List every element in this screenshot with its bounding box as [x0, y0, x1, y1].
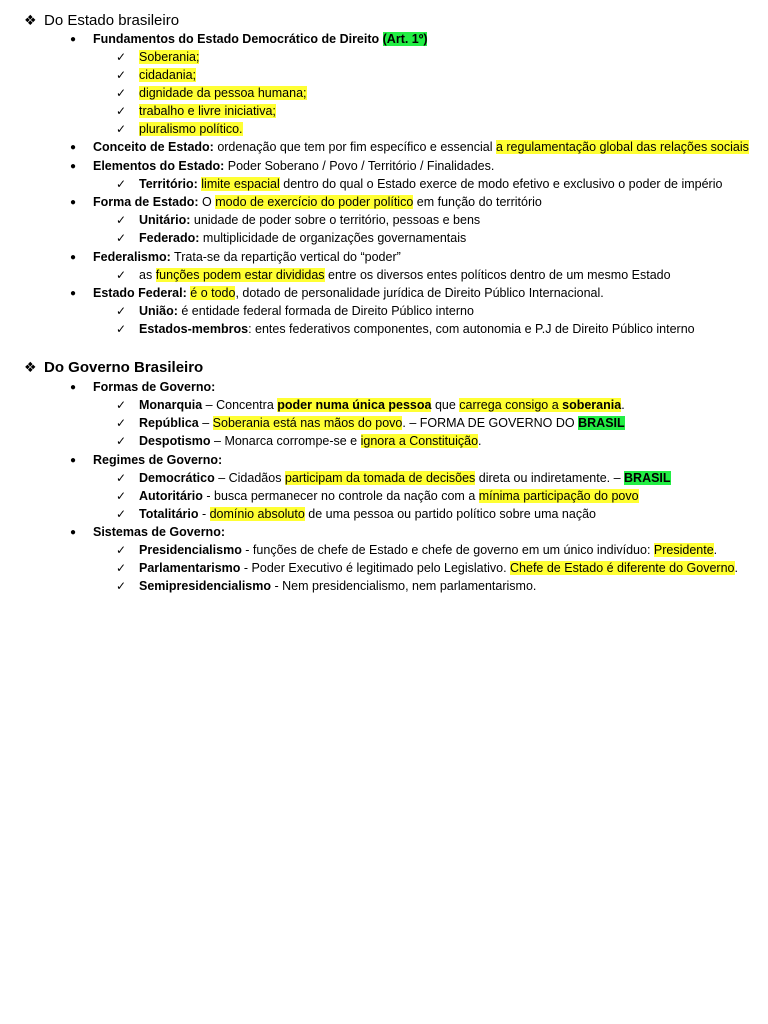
check-icon: ✓: [116, 416, 127, 430]
list-item-regimes: ● Regimes de Governo:: [70, 451, 222, 469]
check-icon: ✓: [116, 213, 127, 227]
section-heading-governo: [24, 357, 203, 377]
check-icon: ✓: [116, 471, 127, 485]
list-item-parlamentarismo: ✓ Parlamentarismo - Poder Executivo é legitimado pelo Legislativo. Chefe de Estado é diferente do Governo.: [116, 561, 738, 575]
check-icon: ✓: [116, 579, 127, 593]
list-item-republica: ✓ República – Soberania está nas mãos do povo. – FORMA DE GOVERNO DO BRASIL: [116, 416, 625, 430]
check-icon: ✓: [116, 104, 127, 118]
section-title: Do Estado brasileiro: [44, 12, 180, 29]
diamond-bullet-icon: ❖: [24, 359, 37, 375]
list-item-elementos: ● Elementos do Estado: Poder Soberano / Povo / Território / Finalidades.: [70, 157, 494, 175]
check-icon: ✓: [116, 561, 127, 575]
list-item-sistemas: ● Sistemas de Governo:: [70, 523, 225, 541]
check-icon: ✓: [116, 398, 127, 412]
check-icon: ✓: [116, 489, 127, 503]
list-item-estado-federal: ● Estado Federal: é o todo, dotado de personalidade jurídica de Direito Público Internacional.: [70, 284, 604, 302]
dot-bullet-icon: ●: [70, 142, 77, 153]
dot-bullet-icon: ●: [70, 161, 77, 172]
dot-bullet-icon: ●: [70, 288, 77, 299]
dot-bullet-icon: ●: [70, 455, 77, 466]
list-item-formas: ● Formas de Governo:: [70, 378, 215, 396]
list-item-autoritario: ✓ Autoritário - busca permanecer no controle da nação com a mínima participação do povo: [116, 489, 639, 503]
check-icon: ✓: [116, 86, 127, 100]
list-item: ✓ pluralismo político.: [116, 122, 243, 136]
list-item-forma: ● Forma de Estado: O modo de exercício do poder político em função do território: [70, 193, 542, 211]
list-item-uniao: ✓ União: é entidade federal formada de Direito Público interno: [116, 304, 474, 318]
list-item-semipresidencialismo: ✓ Semipresidencialismo - Nem presidencialismo, nem parlamentarismo.: [116, 579, 537, 593]
check-icon: ✓: [116, 434, 127, 448]
list-item-totalitario: ✓ Totalitário - domínio absoluto de uma pessoa ou partido político sobre uma nação: [116, 507, 596, 521]
dot-bullet-icon: ●: [70, 252, 77, 263]
check-icon: ✓: [116, 177, 127, 191]
section-heading-estado: [24, 10, 179, 30]
check-icon: ✓: [116, 304, 127, 318]
check-icon: ✓: [116, 543, 127, 557]
check-icon: ✓: [116, 268, 127, 282]
list-item-unitario: ✓ Unitário: unidade de poder sobre o território, pessoas e bens: [116, 213, 481, 227]
dot-bullet-icon: ●: [70, 382, 77, 393]
list-item-fundamentos: [70, 30, 427, 48]
list-item-federado: ✓ Federado: multiplicidade de organizações governamentais: [116, 231, 467, 245]
list-item: ✓ dignidade da pessoa humana;: [116, 86, 307, 100]
list-item: ✓ cidadania;: [116, 68, 196, 82]
diamond-bullet-icon: ❖: [24, 12, 37, 28]
item-label: Fundamentos do Estado Democrático de Direito: [93, 32, 380, 46]
check-icon: ✓: [116, 507, 127, 521]
list-item-territorio: ✓ Território: limite espacial dentro do qual o Estado exerce de modo efetivo e exclusivo o poder de império: [116, 177, 723, 191]
list-item-despotismo: ✓ Despotismo – Monarca corrompe-se e ignora a Constituição.: [116, 434, 482, 448]
list-item-conceito: ● Conceito de Estado: ordenação que tem por fim específico e essencial a regulamentação global das relações sociais: [70, 138, 749, 156]
list-item-democratico: ✓ Democrático – Cidadãos participam da tomada de decisões direta ou indiretamente. – BRASIL: [116, 471, 671, 485]
article-badge: (Art. 1º): [382, 32, 428, 46]
list-item-monarquia: ✓ Monarquia – Concentra poder numa única pessoa que carrega consigo a soberania.: [116, 398, 625, 412]
check-icon: ✓: [116, 68, 127, 82]
dot-bullet-icon: ●: [70, 34, 77, 45]
list-item-federalismo: ● Federalismo: Trata-se da repartição vertical do “poder”: [70, 248, 401, 266]
dot-bullet-icon: ●: [70, 527, 77, 538]
list-item-presidencialismo: ✓ Presidencialismo - funções de chefe de Estado e chefe de governo em um único indivíduo: Presidente.: [116, 543, 718, 557]
list-item-estados-membros: ✓ Estados-membros: entes federativos componentes, com autonomia e P.J de Direito Público interno: [116, 322, 695, 336]
list-item: ✓ Soberania;: [116, 50, 200, 64]
section-title: Do Governo Brasileiro: [44, 359, 204, 376]
check-icon: ✓: [116, 122, 127, 136]
list-item: ✓ trabalho e livre iniciativa;: [116, 104, 276, 118]
list-item-funcoes: ✓ as funções podem estar divididas entre os diversos entes políticos dentro de um mesmo Estado: [116, 268, 671, 282]
check-icon: ✓: [116, 231, 127, 245]
dot-bullet-icon: ●: [70, 197, 77, 208]
check-icon: ✓: [116, 322, 127, 336]
check-icon: ✓: [116, 50, 127, 64]
